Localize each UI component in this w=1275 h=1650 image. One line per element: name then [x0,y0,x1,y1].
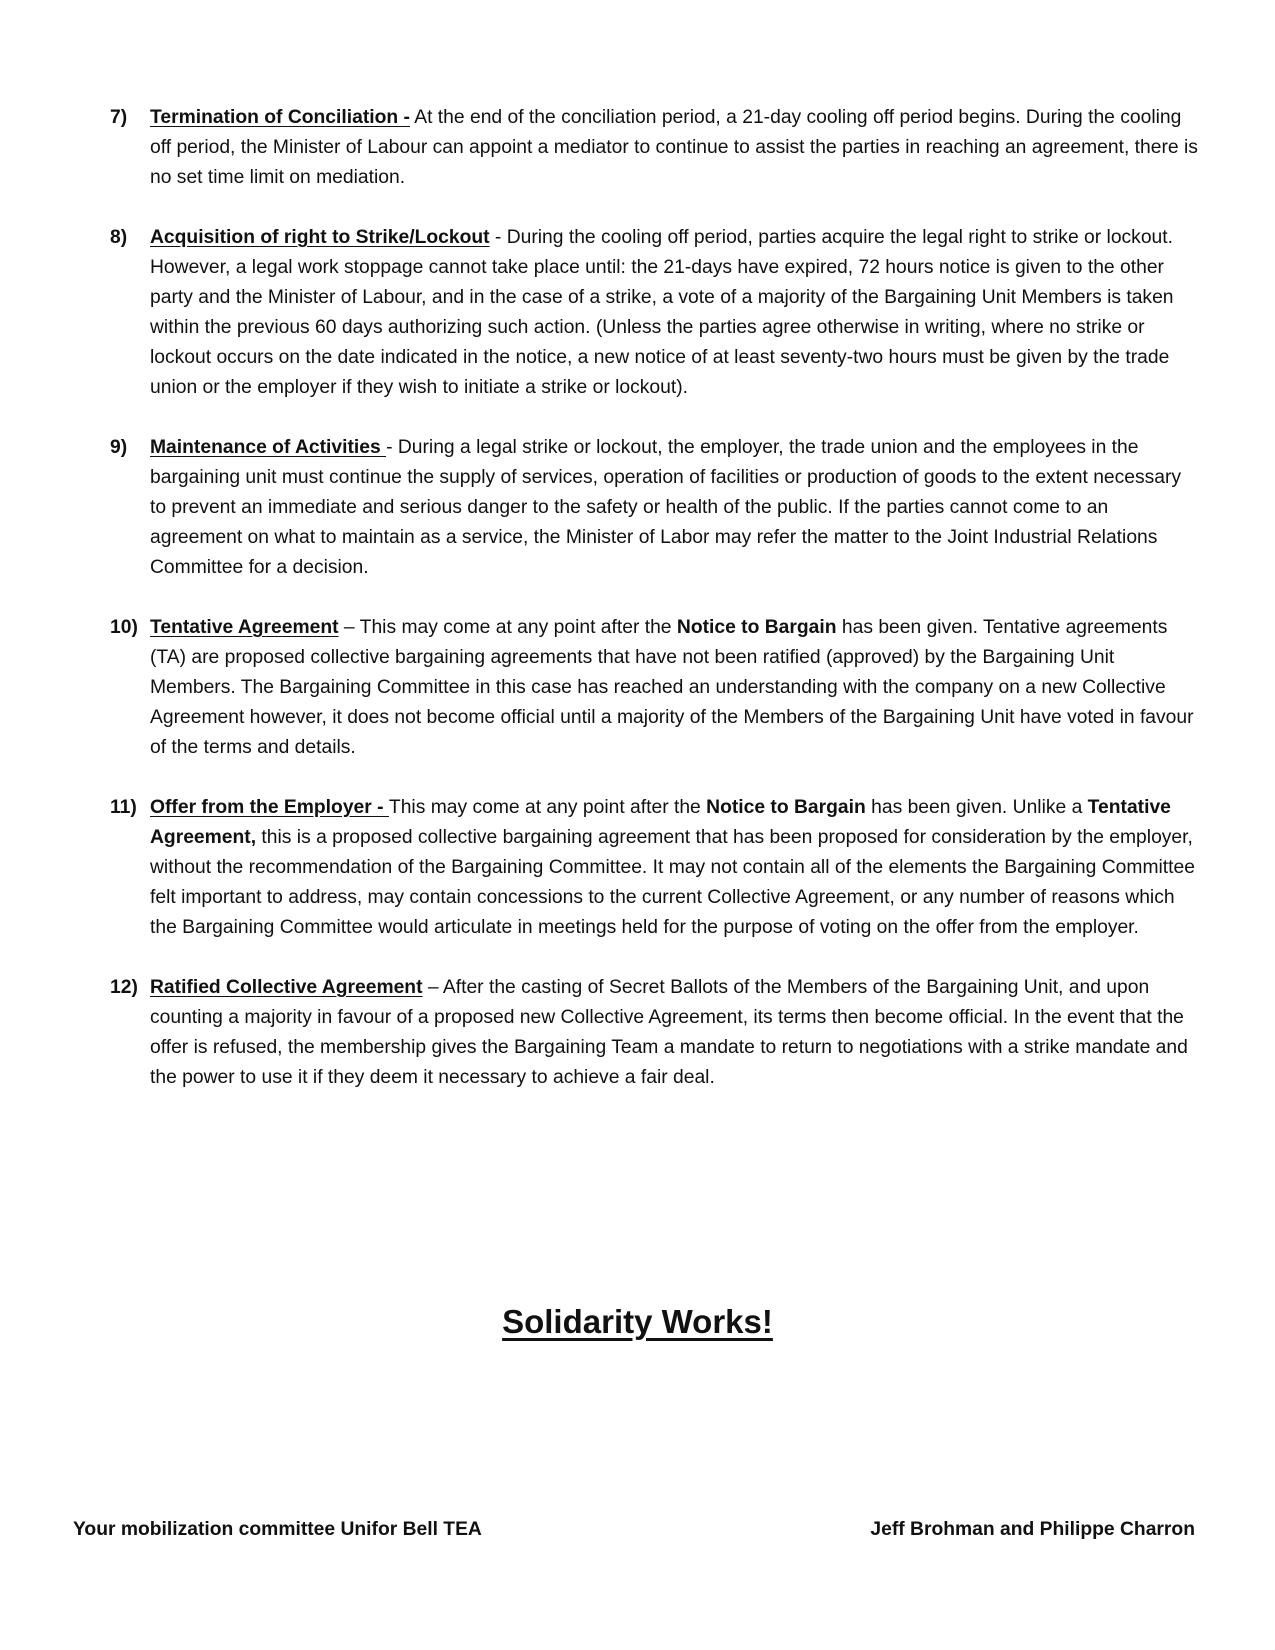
item-body [150,223,1200,403]
item-text: This may come at any point after the [388,797,707,818]
item-text: – This may come at any point after the [338,617,677,638]
item-number: 9) [110,437,128,458]
item-text: has been given. Unlike a [865,797,1088,818]
slogan-heading: Solidarity Works! [502,1303,773,1340]
item-body [150,103,1200,193]
bold-term: Notice to Bargain [706,797,866,818]
item-heading: Ratified Collective Agreement [150,977,423,998]
list-item-tentative-agreement [110,613,1200,763]
item-body [150,973,1200,1093]
item-number: 10) [110,617,138,638]
item-heading: Termination of Conciliation - [150,107,410,128]
list-item-ratified-collective-agreement [110,973,1200,1093]
item-text: At the end of the conciliation period, a 21-day cooling off period begins. During the cooling off period, the Minister of Labour can appoint a mediator to continue to assist the parties in reaching an agreement, there is no set time limit on mediation. [150,107,1198,188]
numbered-list [110,103,1200,1123]
item-body [150,433,1200,583]
list-item-maintenance-of-activities [110,433,1200,583]
item-heading: Acquisition of right to Strike/Lockout [150,227,490,248]
item-text: this is a proposed collective bargaining agreement that has been proposed for consideration by the employer, without the recommendation of the Bargaining Committee. It may not contain all of the elements the Bargaining Committee felt important to address, may contain concessions to the current Collective Agreement, or any number of reasons which the Bargaining Committee would articulate in meetings held for the purpose of voting on the offer from the employer. [150,827,1195,938]
footer-authors: Jeff Brohman and Philippe Charron [870,1519,1195,1540]
bold-term: Notice to Bargain [676,617,837,638]
item-number: 8) [110,227,128,248]
item-text: - During the cooling off period, parties acquire the legal right to strike or lockout. However, a legal work stoppage cannot take place until: the 21-days have expired, 72 hours notice is given to the other party and the Minister of Labour, and in the case of a strike, a vote of a majority of the Bargaining Unit Members is taken within the previous 60 days authorizing such action. (Unless the parties agree otherwise in writing, where no strike or lockout occurs on the date indicated in the notice, a new notice of at least seventy-two hours must be given by the trade union or the employer if they wish to initiate a strike or lockout). [150,227,1174,398]
footer-committee: Your mobilization committee Unifor Bell TEA [73,1519,482,1540]
item-heading: Tentative Agreement [150,617,339,638]
list-item-acquisition-of-right [110,223,1200,403]
list-item-termination-of-conciliation [110,103,1200,193]
item-text: – After the casting of Secret Ballots of the Members of the Bargaining Unit, and upon counting a majority in favour of a proposed new Collective Agreement, its terms then become official. In the event that the offer is refused, the membership gives the Bargaining Team a mandate to return to negotiations with a strike mandate and the power to use it if they deem it necessary to achieve a fair deal. [150,977,1188,1088]
item-number: 7) [110,107,128,128]
item-body [150,793,1200,943]
item-number: 11) [110,797,137,818]
bold-term: Tentative Agreement, [150,797,1171,848]
list-item-offer-from-employer [110,793,1200,943]
item-body [150,613,1200,763]
item-heading: Offer from the Employer - [150,797,389,818]
item-heading: Maintenance of Activities [150,437,387,458]
item-number: 12) [110,977,138,998]
item-text: - During a legal strike or lockout, the employer, the trade union and the employees in the bargaining unit must continue the supply of services, operation of facilities or production of goods to the extent necessary to prevent an immediate and serious danger to the safety or health of the public. If the parties cannot come to an agreement on what to maintain as a service, the Minister of Labor may refer the matter to the Joint Industrial Relations Committee for a decision. [150,437,1182,578]
item-text: has been given. Tentative agreements (TA) are proposed collective bargaining agreements that have not been ratified (approved) by the Bargaining Unit Members. The Bargaining Committee in this case has reached an understanding with the company on a new Collective Agreement however, it does not become official until a majority of the Members of the Bargaining Unit have voted in favour of the terms and details. [150,617,1194,758]
